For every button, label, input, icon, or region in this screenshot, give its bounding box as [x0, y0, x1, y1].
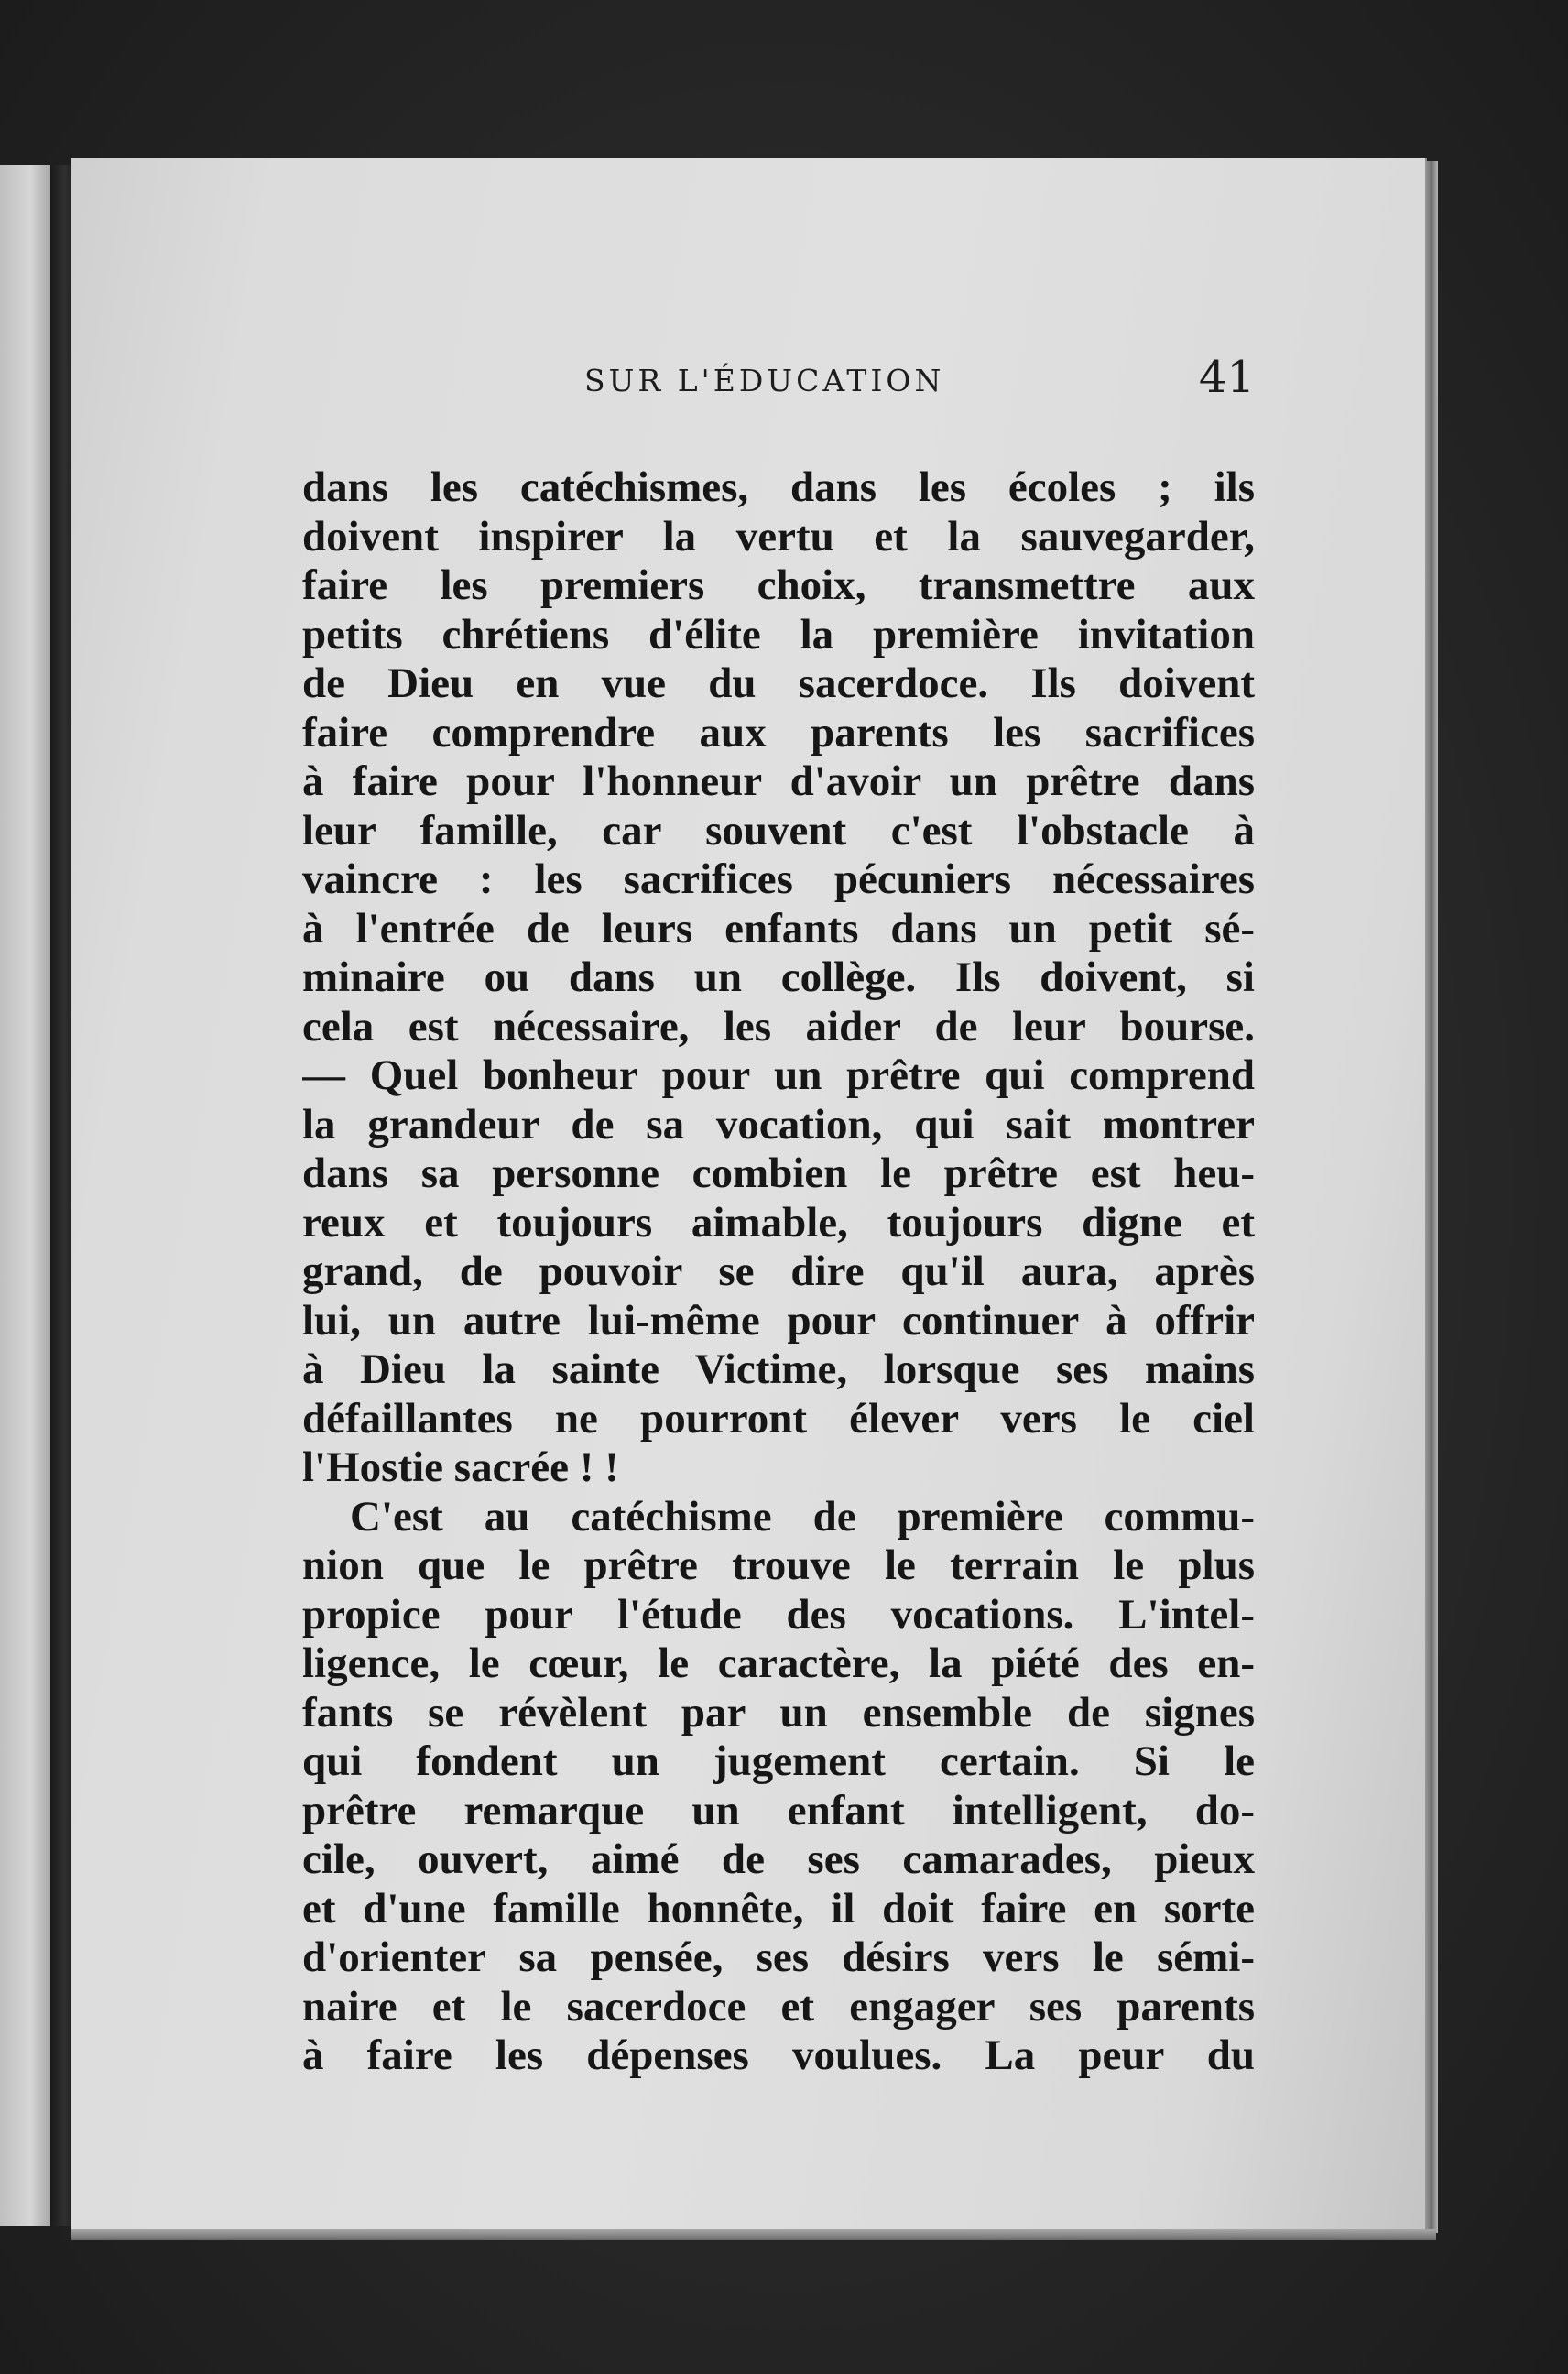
paragraph-start-line: C'est au catéchisme de première commu-	[350, 1492, 1255, 1541]
text-line: de Dieu en vue du sacerdoce. Ils doivent	[302, 659, 1255, 707]
text-line: naire et le sacerdoce et engager ses parents	[302, 1982, 1255, 2031]
text-line: qui fondent un jugement certain. Si le	[302, 1737, 1255, 1785]
text-line: leur famille, car souvent c'est l'obstacle à	[302, 806, 1255, 855]
text-line: — Quel bonheur pour un prêtre qui comprend	[302, 1051, 1255, 1099]
running-title: SUR L'ÉDUCATION	[584, 363, 945, 398]
text-line: propice pour l'étude des vocations. L'intel-	[302, 1590, 1255, 1639]
running-head	[302, 352, 1255, 416]
text-line: vaincre : les sacrifices pécuniers nécessaires	[302, 855, 1255, 903]
text-line: cela est nécessaire, les aider de leur bourse.	[302, 1002, 1255, 1051]
text-line: ligence, le cœur, le caractère, la piété des en-	[302, 1639, 1255, 1687]
page-bottom-edge	[71, 2229, 1436, 2240]
previous-page-edge	[0, 165, 50, 2226]
page-fore-edge	[1425, 161, 1438, 2233]
text-line: minaire ou dans un collège. Ils doivent, si	[302, 953, 1255, 1001]
text-line: nion que le prêtre trouve le terrain le plus	[302, 1541, 1255, 1589]
text-line: prêtre remarque un enfant intelligent, do-	[302, 1786, 1255, 1835]
text-line: dans sa personne combien le prêtre est heu-	[302, 1149, 1255, 1197]
text-line: dans les catéchismes, dans les écoles ; ils	[302, 463, 1255, 511]
text-line: doivent inspirer la vertu et la sauvegarder,	[302, 512, 1255, 561]
text-line: la grandeur de sa vocation, qui sait montrer	[302, 1100, 1255, 1149]
text-line: cile, ouvert, aimé de ses camarades, pieux	[302, 1835, 1255, 1883]
text-line: à Dieu la sainte Victime, lorsque ses mains	[302, 1345, 1255, 1393]
text-line: à faire pour l'honneur d'avoir un prêtre dans	[302, 757, 1255, 805]
text-line: lui, un autre lui-même pour continuer à offrir	[302, 1296, 1255, 1345]
text-line: défaillantes ne pourront élever vers le ciel	[302, 1394, 1255, 1443]
text-line: petits chrétiens d'élite la première invitation	[302, 610, 1255, 659]
text-line: faire comprendre aux parents les sacrifices	[302, 708, 1255, 757]
text-line: fants se révèlent par un ensemble de signes	[302, 1688, 1255, 1737]
body-text	[302, 463, 1255, 2081]
paragraph-end-line: l'Hostie sacrée ! !	[302, 1443, 619, 1491]
text-line: reux et toujours aimable, toujours digne et	[302, 1198, 1255, 1247]
text-line: faire les premiers choix, transmettre aux	[302, 561, 1255, 609]
text-line: et d'une famille honnête, il doit faire en sorte	[302, 1884, 1255, 1933]
text-line: à l'entrée de leurs enfants dans un petit sé-	[302, 904, 1255, 953]
text-line: d'orienter sa pensée, ses désirs vers le sémi-	[302, 1933, 1255, 1981]
page-number: 41	[1198, 352, 1255, 403]
text-line: grand, de pouvoir se dire qu'il aura, après	[302, 1247, 1255, 1295]
text-line: à faire les dépenses voulues. La peur du	[302, 2031, 1255, 2079]
